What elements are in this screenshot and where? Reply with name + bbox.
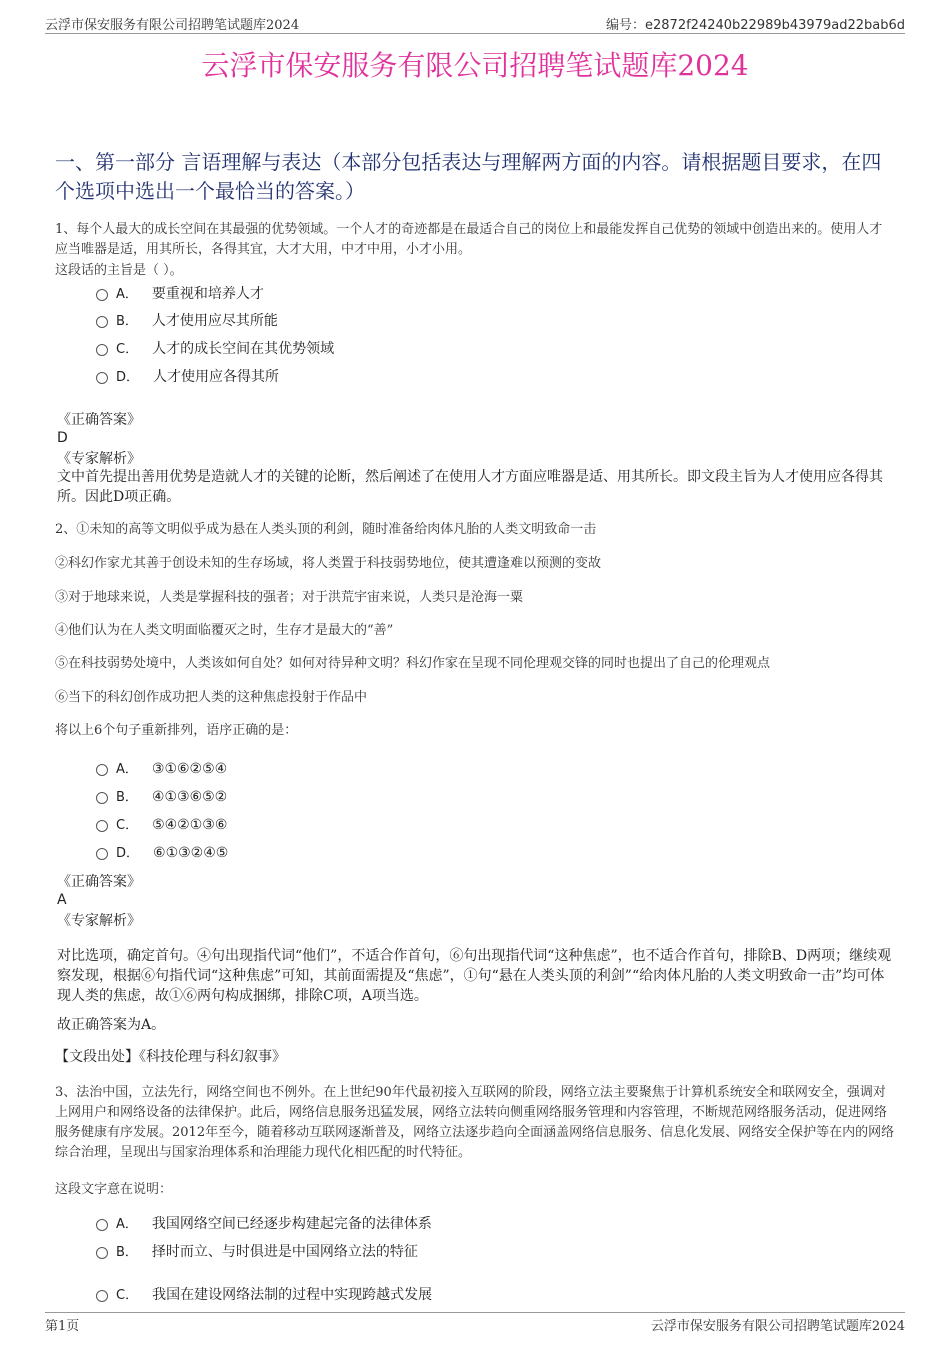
- q2-analysis: 对比选项，确定首句。④句出现指代词“他们”，不适合作首句，⑥句出现指代词“这种焦虑”，也不适合作首句，排除B、D两项；继续观察发现，根据⑥句指代词“这种焦虑”可知，其前面需提及“焦虑”，①句“悬在人类头顶的利剑”“给肉体凡胎的人类文明致命一击”均可体现人类的焦虑，故①⑥两句构成捆绑，排除C项，A项当选。: [57, 948, 892, 1004]
- radio-icon[interactable]: [96, 344, 108, 356]
- q2-sentence-3: ③对于地球来说，人类是掌握科技的强者；对于洪荒宇宙来说，人类只是沧海一粟: [55, 590, 524, 605]
- q3-option-b[interactable]: B． 择时而立、与时俱进是中国网络立法的特征: [96, 1242, 418, 1263]
- radio-icon[interactable]: [96, 848, 108, 860]
- q2-option-b[interactable]: B． ④①③⑥⑤②: [96, 787, 227, 808]
- q1-answer-label: 《正确答案》: [57, 412, 141, 428]
- q2-answer: A: [57, 892, 67, 908]
- q3-stem: 3、法治中国，立法先行，网络空间也不例外。在上世纪90年代最初接入互联网的阶段，网络立法主要聚焦于计算机系统安全和联网安全，强调对上网用户和网络设备的法律保护。此后，网络信息服务迅猛发展，网络立法转向侧重网络服务管理和内容管理，不断规范网络服务活动，促进网络服务健康有序发展。2012年至今，随着移动互联网逐渐普及，网络立法逐步趋向全面涵盖网络信息服务、信息化发展、网络安全保护等在内的网络综合治理，呈现出与国家治理体系和治理能力现代化相匹配的时代特征。: [55, 1085, 895, 1160]
- q1-prompt: 这段话的主旨是（ ）。: [55, 263, 183, 278]
- q2-answer-label: 《正确答案》: [57, 874, 141, 890]
- q2-option-a[interactable]: A． ③①⑥②⑤④: [96, 759, 227, 780]
- radio-icon[interactable]: [96, 1290, 108, 1302]
- q1-option-c[interactable]: C． 人才的成长空间在其优势领域: [96, 339, 334, 360]
- radio-icon[interactable]: [96, 764, 108, 776]
- header-divider: [45, 33, 905, 34]
- document-id: 编号：e2872f24240b22989b43979ad22bab6d: [606, 18, 905, 33]
- q1-answer: D: [57, 430, 68, 446]
- q1-analysis: 文中首先提出善用优势是造就人才的关键的论断，然后阐述了在使用人才方面应唯器是适、用其所长。即文段主旨为人才使用应各得其所。因此D项正确。: [57, 469, 883, 505]
- section-heading: 一、第一部分 言语理解与表达（本部分包括表达与理解两方面的内容。请根据题目要求，在四个选项中选出一个最恰当的答案。）: [55, 150, 882, 203]
- q2-option-c[interactable]: C． ⑤④②①③⑥: [96, 815, 227, 836]
- radio-icon[interactable]: [96, 820, 108, 832]
- q2-sentence-5: ⑤在科技弱势处境中，人类该如何自处？如何对待异种文明？科幻作家在呈现不同伦理观交锋的同时也提出了自己的伦理观点: [55, 656, 771, 671]
- radio-icon[interactable]: [96, 289, 108, 301]
- radio-icon[interactable]: [96, 316, 108, 328]
- q2-analysis-label: 《专家解析》: [57, 913, 141, 929]
- q2-sentence-4: ④他们认为在人类文明面临覆灭之时，生存才是最大的“善”: [55, 623, 394, 638]
- q2-source: 【文段出处】《科技伦理与科幻叙事》: [55, 1049, 286, 1065]
- q1-option-d[interactable]: D． 人才使用应各得其所: [96, 367, 279, 388]
- page-number: 第1页: [45, 1319, 80, 1334]
- q2-sentence-6: ⑥当下的科幻创作成功把人类的这种焦虑投射于作品中: [55, 690, 368, 705]
- page-title: 云浮市保安服务有限公司招聘笔试题库2024: [201, 49, 749, 82]
- radio-icon[interactable]: [96, 1219, 108, 1231]
- radio-icon[interactable]: [96, 372, 108, 384]
- q1-analysis-label: 《专家解析》: [57, 451, 141, 467]
- footer-title: 云浮市保安服务有限公司招聘笔试题库2024: [650, 1319, 905, 1334]
- q1-option-b[interactable]: B． 人才使用应尽其所能: [96, 311, 278, 332]
- radio-icon[interactable]: [96, 1247, 108, 1259]
- radio-icon[interactable]: [96, 792, 108, 804]
- q2-option-d[interactable]: D． ⑥①③②④⑤: [96, 843, 228, 864]
- q3-prompt: 这段文字意在说明：: [55, 1182, 173, 1197]
- footer-divider: [45, 1312, 905, 1313]
- q3-option-a[interactable]: A． 我国网络空间已经逐步构建起完备的法律体系: [96, 1214, 432, 1235]
- header-title: 云浮市保安服务有限公司招聘笔试题库2024: [45, 18, 300, 33]
- q1-stem: 1、每个人最大的成长空间在其最强的优势领域。一个人才的奇迹都是在最适合自己的岗位上和最能发挥自己优势的领域中创造出来的。使用人才应当唯器是适，用其所长，各得其宜，大才大用，中才中用，小才小用。: [55, 222, 883, 257]
- q2-prompt: 将以上6个句子重新排列，语序正确的是：: [55, 723, 298, 738]
- q2-conclusion: 故正确答案为A。: [57, 1017, 166, 1033]
- q2-sentence-2: ②科幻作家尤其善于创设未知的生存场域，将人类置于科技弱势地位，使其遭逢难以预测的变故: [55, 556, 602, 571]
- q3-option-c[interactable]: C． 我国在建设网络法制的过程中实现跨越式发展: [96, 1285, 432, 1306]
- q2-sentence-1: 2、①未知的高等文明似乎成为悬在人类头顶的利剑，随时准备给肉体凡胎的人类文明致命一击: [55, 522, 597, 537]
- q1-option-a[interactable]: A． 要重视和培养人才: [96, 284, 264, 305]
